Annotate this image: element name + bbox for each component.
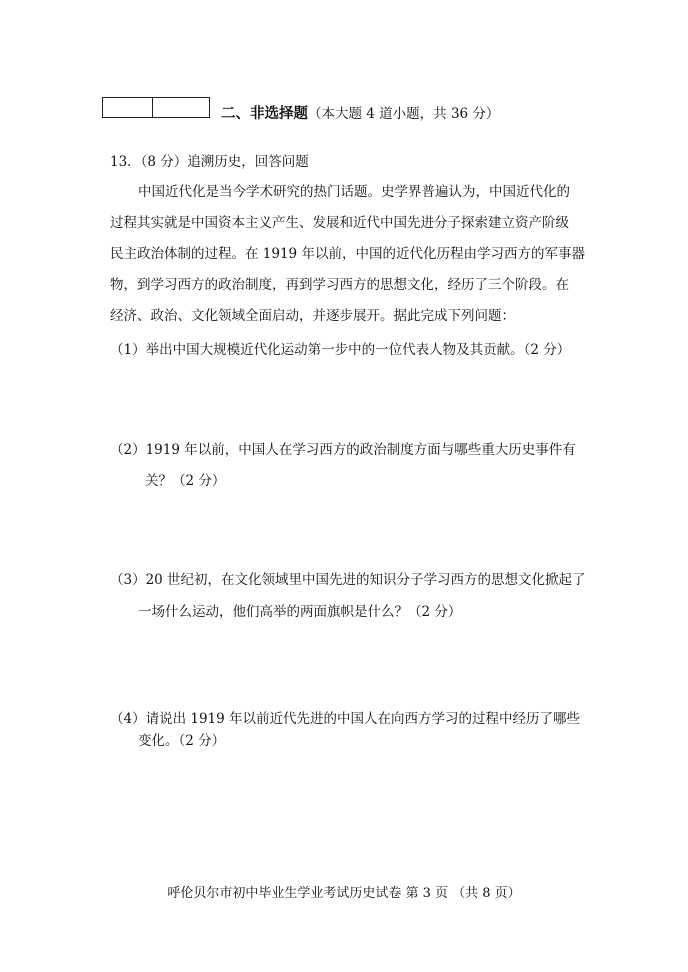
sub-question-1: （1）举出中国大规模近代化运动第一步中的一位代表人物及其贡献。（2 分） xyxy=(110,342,571,358)
section-heading xyxy=(221,102,499,123)
score-box xyxy=(102,97,210,118)
section-note: （本大题 4 道小题，共 36 分） xyxy=(308,106,500,122)
section-title: 二、非选择题 xyxy=(221,105,308,122)
intro-line-5: 经济、政治、文化领域全面启动，并逐步展开。据此完成下列问题： xyxy=(110,308,515,324)
intro-line-3: 民主政治体制的过程。在 1919 年以前，中国的近代化历程由学习西方的军事器 xyxy=(110,246,585,262)
sub-question-3-line-1: （3）20 世纪初，在文化领域里中国先进的知识分子学习西方的思想文化掀起了 xyxy=(110,572,586,588)
page-footer: 呼伦贝尔市初中毕业生学业考试历史试卷 第 3 页 （共 8 页） xyxy=(167,886,521,901)
sub-question-2-line-1: （2）1919 年以前，中国人在学习西方的政治制度方面与哪些重大历史事件有 xyxy=(110,442,576,458)
sub-question-4-line-1: （4）请说出 1919 年以前近代先进的中国人在向西方学习的过程中经历了哪些 xyxy=(110,711,581,727)
intro-line-1: 中国近代化是当今学术研究的热门话题。史学界普遍认为，中国近代化的 xyxy=(138,184,570,200)
sub-question-3-line-2: 一场什么运动，他们高举的两面旗帜是什么？（2 分） xyxy=(138,604,462,620)
question-title: 13．（8 分）追溯历史，回答问题 xyxy=(110,154,309,170)
score-box-divider xyxy=(152,98,153,117)
sub-question-4-line-2: 变化。（2 分） xyxy=(138,733,226,749)
intro-line-4: 物，到学习西方的政治制度，再到学习西方的思想文化，经历了三个阶段。在 xyxy=(110,277,569,293)
intro-line-2: 过程其实就是中国资本主义产生、发展和近代中国先进分子探索建立资产阶级 xyxy=(110,215,569,231)
sub-question-2-line-2: 关？（2 分） xyxy=(145,473,226,489)
